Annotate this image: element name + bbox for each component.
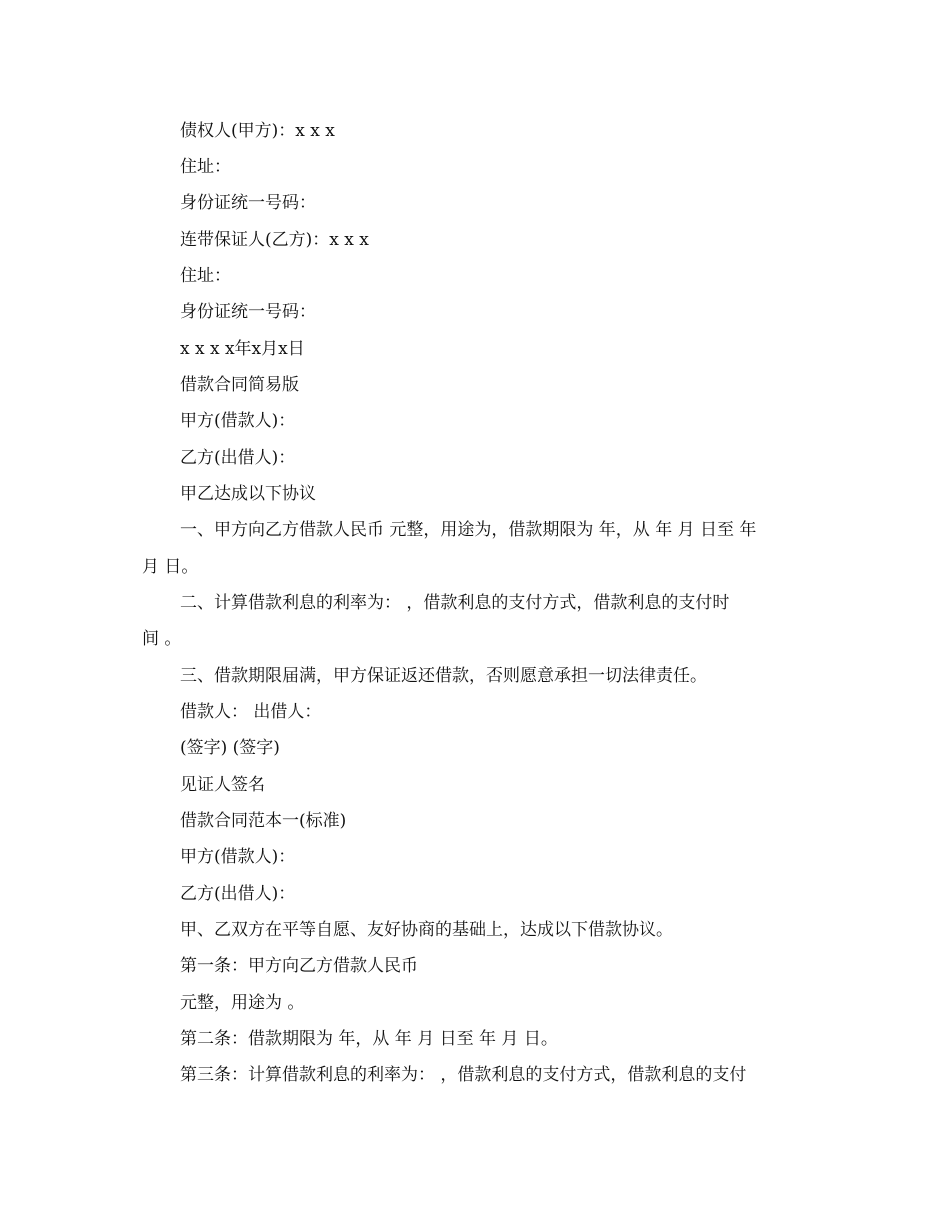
clause-2-line: 二、计算借款利息的利率为： ，借款利息的支付方式，借款利息的支付时	[180, 593, 730, 613]
section-title: 借款合同范本一(标准)	[180, 811, 347, 831]
address-line: 住址：	[180, 157, 231, 177]
lender-line: 乙方(出借人)：	[180, 448, 296, 468]
lender-line: 乙方(出借人)：	[180, 884, 296, 904]
creditor-line: 债权人(甲方)：x x x	[180, 121, 335, 141]
clause-1-line: 一、甲方向乙方借款人民币 元整，用途为，借款期限为 年，从 年 月 日至 年	[180, 520, 757, 540]
article-1-line: 第一条：甲方向乙方借款人民币	[180, 956, 418, 976]
clause-3-line: 三、借款期限届满，甲方保证返还借款，否则愿意承担一切法律责任。	[180, 666, 707, 686]
article-2-line: 第二条：借款期限为 年，从 年 月 日至 年 月 日。	[180, 1029, 558, 1049]
witness-line: 见证人签名	[180, 775, 265, 795]
date-line: x x x x年x月x日	[180, 339, 305, 359]
borrower-line: 甲方(借款人)：	[180, 847, 296, 867]
article-1-continued: 元整，用途为 。	[180, 993, 305, 1013]
clause-1-continued: 月 日。	[142, 557, 199, 577]
preamble-line: 甲、乙双方在平等自愿、友好协商的基础上，达成以下借款协议。	[180, 920, 673, 940]
id-number-line: 身份证统一号码：	[180, 193, 316, 213]
signature-line: (签字) (签字)	[180, 738, 280, 758]
agreement-line: 甲乙达成以下协议	[180, 484, 316, 504]
signatories-line: 借款人： 出借人：	[180, 702, 322, 722]
borrower-line: 甲方(借款人)：	[180, 411, 296, 431]
section-title: 借款合同简易版	[180, 375, 299, 395]
article-3-line: 第三条：计算借款利息的利率为： ，借款利息的支付方式，借款利息的支付	[180, 1065, 747, 1085]
guarantor-line: 连带保证人(乙方)：x x x	[180, 230, 369, 250]
clause-2-continued: 间 。	[142, 629, 182, 649]
address-line: 住址：	[180, 266, 231, 286]
id-number-line: 身份证统一号码：	[180, 302, 316, 322]
